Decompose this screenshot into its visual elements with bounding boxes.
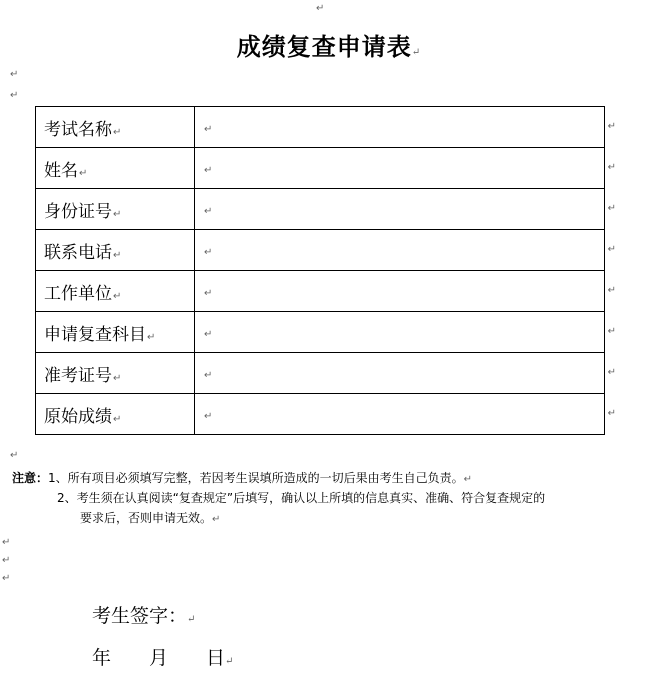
form-field-input-cell[interactable] xyxy=(195,353,616,394)
paragraph-mark: ↵ xyxy=(212,514,221,525)
notes-heading: 注意： xyxy=(12,471,49,485)
note-item-2-line-1: 2、考生须在认真阅读“复查规定”后填写，确认以上所填的信息真实、准确、符合复查规定的 xyxy=(57,491,546,505)
row-end-mark: ↵ xyxy=(607,203,616,214)
form-field-label: 申请复查科目 xyxy=(44,324,146,345)
paragraph-mark: ↵ xyxy=(204,329,213,340)
application-form-table xyxy=(35,106,616,435)
form-field-label: 工作单位 xyxy=(44,283,112,304)
row-end-mark: ↵ xyxy=(607,244,616,255)
paragraph-mark: ↵ xyxy=(204,370,213,381)
row-end-mark: ↵ xyxy=(607,326,616,337)
note-item-2-continued xyxy=(12,508,652,528)
form-field-label-cell xyxy=(36,271,195,312)
paragraph-mark: ↵ xyxy=(113,208,122,220)
form-row xyxy=(36,148,605,189)
paragraph-mark: ↵ xyxy=(204,206,213,217)
paragraph-mark: ↵ xyxy=(187,614,196,625)
paragraph-mark: ↵ xyxy=(113,126,122,138)
form-row xyxy=(36,353,605,394)
form-field-input-cell[interactable] xyxy=(195,148,616,189)
paragraph-mark: ↵ xyxy=(10,450,19,461)
note-item-2 xyxy=(12,488,652,508)
form-field-label-cell xyxy=(36,189,195,230)
paragraph-mark: ↵ xyxy=(2,555,11,566)
paragraph-mark: ↵ xyxy=(204,165,213,176)
paragraph-mark: ↵ xyxy=(204,288,213,299)
form-row xyxy=(36,394,605,435)
form-field-label: 准考证号 xyxy=(44,365,112,386)
form-row xyxy=(36,312,605,353)
paragraph-mark: ↵ xyxy=(113,290,122,302)
paragraph-mark: ↵ xyxy=(113,413,122,425)
form-field-input-cell[interactable] xyxy=(195,189,616,230)
row-end-mark: ↵ xyxy=(607,285,616,296)
form-field-label-cell xyxy=(36,394,195,435)
form-field-label: 姓名 xyxy=(44,160,78,181)
paragraph-mark: ↵ xyxy=(204,124,213,135)
paragraph-mark: ↵ xyxy=(79,167,88,179)
form-field-label: 原始成绩 xyxy=(44,406,112,427)
paragraph-mark: ↵ xyxy=(204,411,213,422)
note-item-2-line-2: 要求后，否则申请无效。 xyxy=(80,511,213,525)
form-field-label-cell xyxy=(36,107,195,148)
form-field-label: 考试名称 xyxy=(44,119,112,140)
note-item-1-text: 1、所有项目必须填写完整，若因考生误填所造成的一切后果由考生自己负责。 xyxy=(48,471,464,485)
signature-label: 考生签字： xyxy=(92,605,188,627)
page-title xyxy=(0,27,658,62)
form-field-input-cell[interactable] xyxy=(195,230,616,271)
row-end-mark: ↵ xyxy=(607,408,616,419)
form-row xyxy=(36,107,605,148)
date-line xyxy=(92,643,233,670)
paragraph-mark: ↵ xyxy=(411,47,422,58)
paragraph-mark: ↵ xyxy=(2,573,11,584)
form-field-label-cell xyxy=(36,230,195,271)
form-field-input-cell[interactable] xyxy=(195,312,616,353)
signature-line xyxy=(92,601,195,628)
paragraph-mark: ↵ xyxy=(204,247,213,258)
paragraph-mark: ↵ xyxy=(147,331,156,343)
paragraph-mark: ↵ xyxy=(2,537,11,548)
date-month: 月 xyxy=(149,647,169,669)
note-item-1 xyxy=(12,468,652,488)
paragraph-mark: ↵ xyxy=(316,3,325,14)
form-field-input-cell[interactable] xyxy=(195,394,616,435)
form-field-label: 联系电话 xyxy=(44,242,112,263)
paragraph-mark: ↵ xyxy=(113,249,122,261)
paragraph-mark: ↵ xyxy=(225,656,234,667)
paragraph-mark: ↵ xyxy=(113,372,122,384)
row-end-mark: ↵ xyxy=(607,162,616,173)
title-text: 成绩复查申请表 xyxy=(236,32,412,61)
form-field-label: 身份证号 xyxy=(44,201,112,222)
paragraph-mark: ↵ xyxy=(10,69,19,80)
form-row xyxy=(36,271,605,312)
form-field-label-cell xyxy=(36,312,195,353)
date-day: 日 xyxy=(206,647,226,669)
form-field-label-cell xyxy=(36,148,195,189)
row-end-mark: ↵ xyxy=(607,367,616,378)
date-year: 年 xyxy=(92,647,112,669)
form-row xyxy=(36,230,605,271)
row-end-mark: ↵ xyxy=(607,121,616,132)
paragraph-mark: ↵ xyxy=(10,90,19,101)
form-field-label-cell xyxy=(36,353,195,394)
form-row xyxy=(36,189,605,230)
form-field-input-cell[interactable] xyxy=(195,107,616,148)
paragraph-mark: ↵ xyxy=(463,474,473,485)
form-field-input-cell[interactable] xyxy=(195,271,616,312)
notes-section xyxy=(12,468,652,528)
